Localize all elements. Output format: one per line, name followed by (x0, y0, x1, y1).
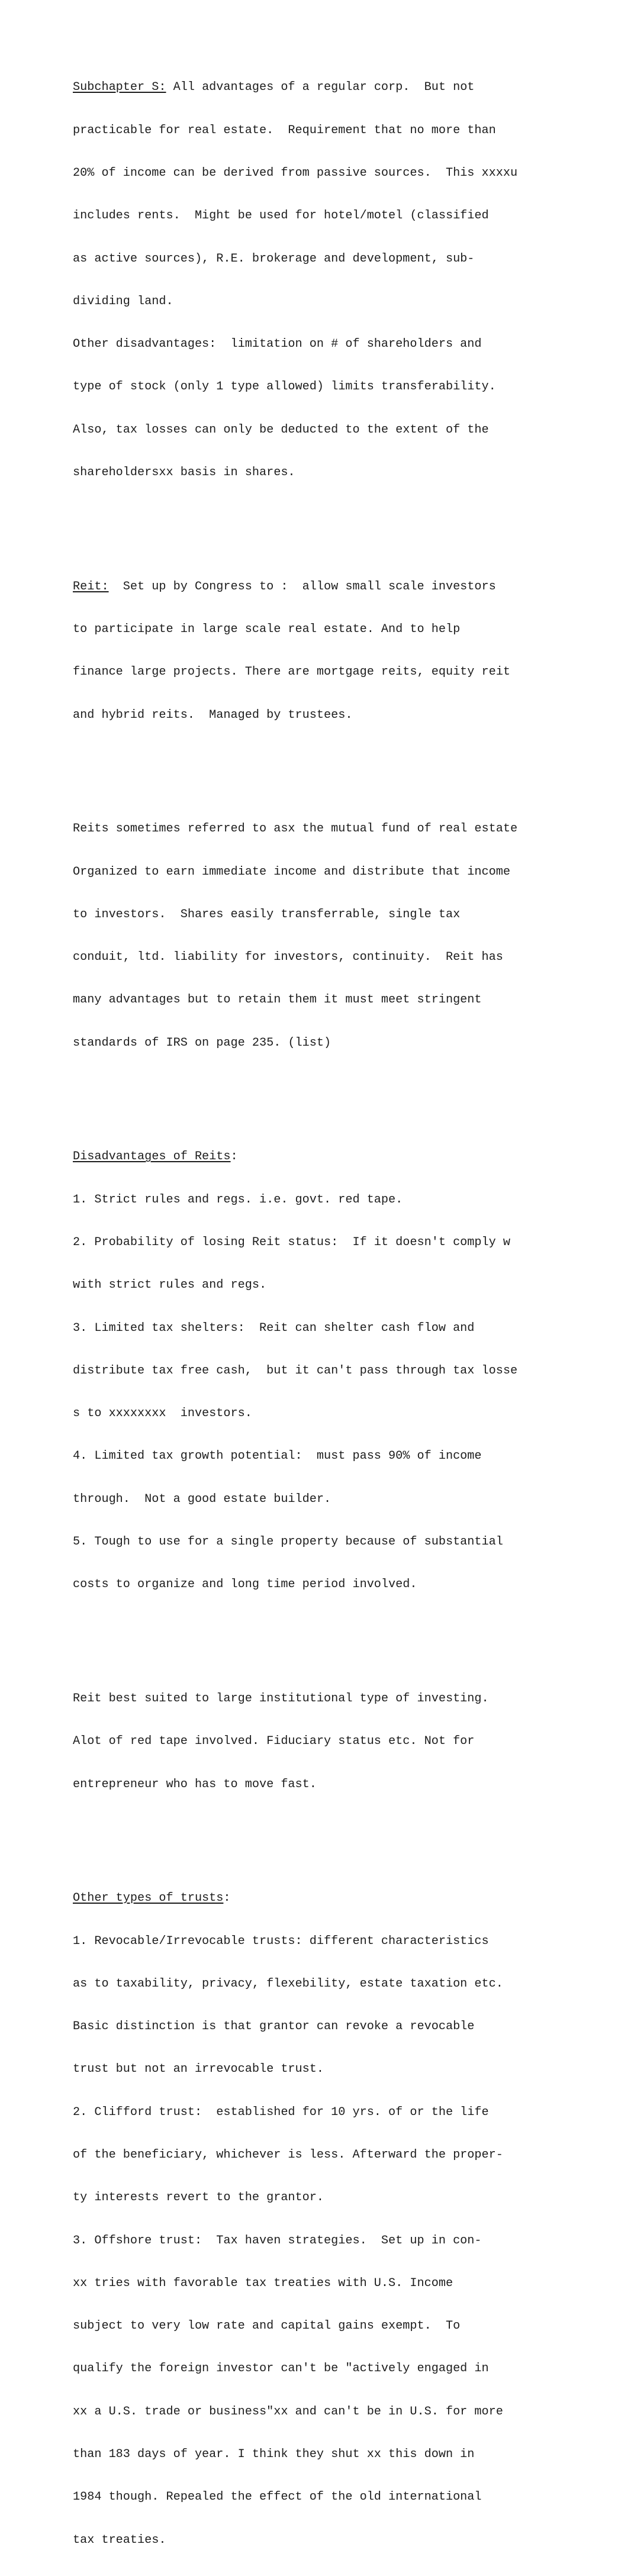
typed-page (73, 24, 558, 2576)
reit-mutual-line-1: Organized to earn immediate income and distribute that income (73, 865, 510, 879)
other-trusts-line-4: 2. Clifford trust: established for 10 yrs. of or the life (73, 2105, 489, 2119)
disadvantages-line-5: s to xxxxxxxx investors. (73, 1407, 252, 1421)
disadvantages-line-9: costs to organize and long time period involved. (73, 1578, 417, 1592)
subchapter-s-line-6: Other disadvantages: limitation on # of shareholders and (73, 337, 482, 352)
other-trusts-line-0: 1. Revocable/Irrevocable trusts: different characteristics (73, 1934, 489, 1948)
other-trusts-heading: Other types of trusts (73, 1891, 224, 1906)
disadvantages-line-2: with strict rules and regs. (73, 1278, 267, 1292)
disadvantages-line-7: through. Not a good estate builder. (73, 1492, 332, 1506)
subchapter-s-line-9: shareholdersxx basis in shares. (73, 465, 295, 479)
other-trusts-line-8: xx tries with favorable tax treaties with U.S. Income (73, 2276, 453, 2290)
other-trusts-heading-line (73, 1891, 558, 1906)
other-trusts-line-2: Basic distinction is that grantor can revoke a revocable (73, 2020, 475, 2034)
reit-line-1: to participate in large scale real estate. And to help (73, 622, 461, 636)
disadvantages-line-8: 5. Tough to use for a single property because of substantial (73, 1534, 503, 1549)
subchapter-s-line-2: 20% of income can be derived from passive sources. This xxxxu (73, 166, 518, 180)
subchapter-s-line-8: Also, tax losses can only be deducted to the extent of the (73, 423, 489, 437)
subchapter-s-line-5: dividing land. (73, 294, 173, 308)
other-trusts-line-6: ty interests revert to the grantor. (73, 2191, 324, 2205)
best-suited-line-1: Alot of red tape involved. Fiduciary status etc. Not for (73, 1734, 475, 1749)
subchapter-s-line-0: All advantages of a regular corp. But not (166, 80, 475, 95)
reit-line-2: finance large projects. There are mortgage reits, equity reit (73, 665, 510, 679)
other-trusts-line-9: subject to very low rate and capital gains exempt. To (73, 2319, 461, 2333)
other-trusts-line-11: xx a U.S. trade or business"xx and can't be in U.S. for more (73, 2404, 503, 2419)
other-trusts-line-1: as to taxability, privacy, flexebility, estate taxation etc. (73, 1977, 503, 1991)
best-suited-line-0: Reit best suited to large institutional type of investing. (73, 1691, 489, 1705)
disadvantages-heading: Disadvantages of Reits (73, 1150, 231, 1164)
other-trusts-line-13: 1984 though. Repealed the effect of the old international (73, 2490, 482, 2504)
disadvantages-line-4: distribute tax free cash, but it can't pass through tax losse (73, 1363, 518, 1378)
subchapter-s-line-4: as active sources), R.E. brokerage and development, sub- (73, 252, 475, 266)
reit-mutual-line-4: many advantages but to retain them it must meet stringent (73, 993, 482, 1007)
disadvantages-line-0: 1. Strict rules and regs. i.e. govt. red tape. (73, 1192, 403, 1207)
subchapter-s-heading: Subchapter S: (73, 80, 166, 95)
reit-mutual-line-0: Reits sometimes referred to asx the mutual fund of real estate (73, 822, 518, 836)
reit-mutual-line-3: conduit, ltd. liability for investors, continuity. Reit has (73, 950, 503, 965)
subchapter-s-line-1: practicable for real estate. Requirement that no more than (73, 123, 496, 137)
subchapter-s-line-7: type of stock (only 1 type allowed) limits transferability. (73, 380, 496, 394)
reit-line-0: Set up by Congress to : allow small scale investors (108, 579, 496, 594)
reit-heading: Reit: (73, 579, 109, 594)
reit-heading-line (73, 580, 558, 594)
reit-mutual-line-2: to investors. Shares easily transferrable, single tax (73, 907, 461, 921)
other-trusts-line-12: than 183 days of year. I think they shut xx this down in (73, 2447, 475, 2461)
reit-line-3: and hybrid reits. Managed by trustees. (73, 708, 353, 722)
disadvantages-line-3: 3. Limited tax shelters: Reit can shelter cash flow and (73, 1321, 475, 1335)
best-suited-line-2: entrepreneur who has to move fast. (73, 1777, 317, 1791)
disadvantages-line-6: 4. Limited tax growth potential: must pass 90% of income (73, 1449, 482, 1463)
other-trusts-line-14: tax treaties. (73, 2533, 166, 2547)
other-trusts-line-7: 3. Offshore trust: Tax haven strategies. Set up in con- (73, 2233, 482, 2248)
other-trusts-heading-suffix: : (223, 1891, 231, 1906)
other-trusts-line-5: of the beneficiary, whichever is less. Afterward the proper- (73, 2148, 503, 2162)
disadvantages-heading-line (73, 1150, 558, 1164)
other-trusts-line-3: trust but not an irrevocable trust. (73, 2062, 324, 2077)
subchapter-s-line-3: includes rents. Might be used for hotel/motel (classified (73, 209, 489, 223)
reit-mutual-line-5: standards of IRS on page 235. (list) (73, 1036, 332, 1050)
disadvantages-line-1: 2. Probability of losing Reit status: If it doesn't comply w (73, 1235, 510, 1249)
other-trusts-line-10: qualify the foreign investor can't be "actively engaged in (73, 2362, 489, 2376)
subchapter-s-heading-line (73, 80, 558, 95)
disadvantages-heading-suffix: : (230, 1150, 238, 1164)
